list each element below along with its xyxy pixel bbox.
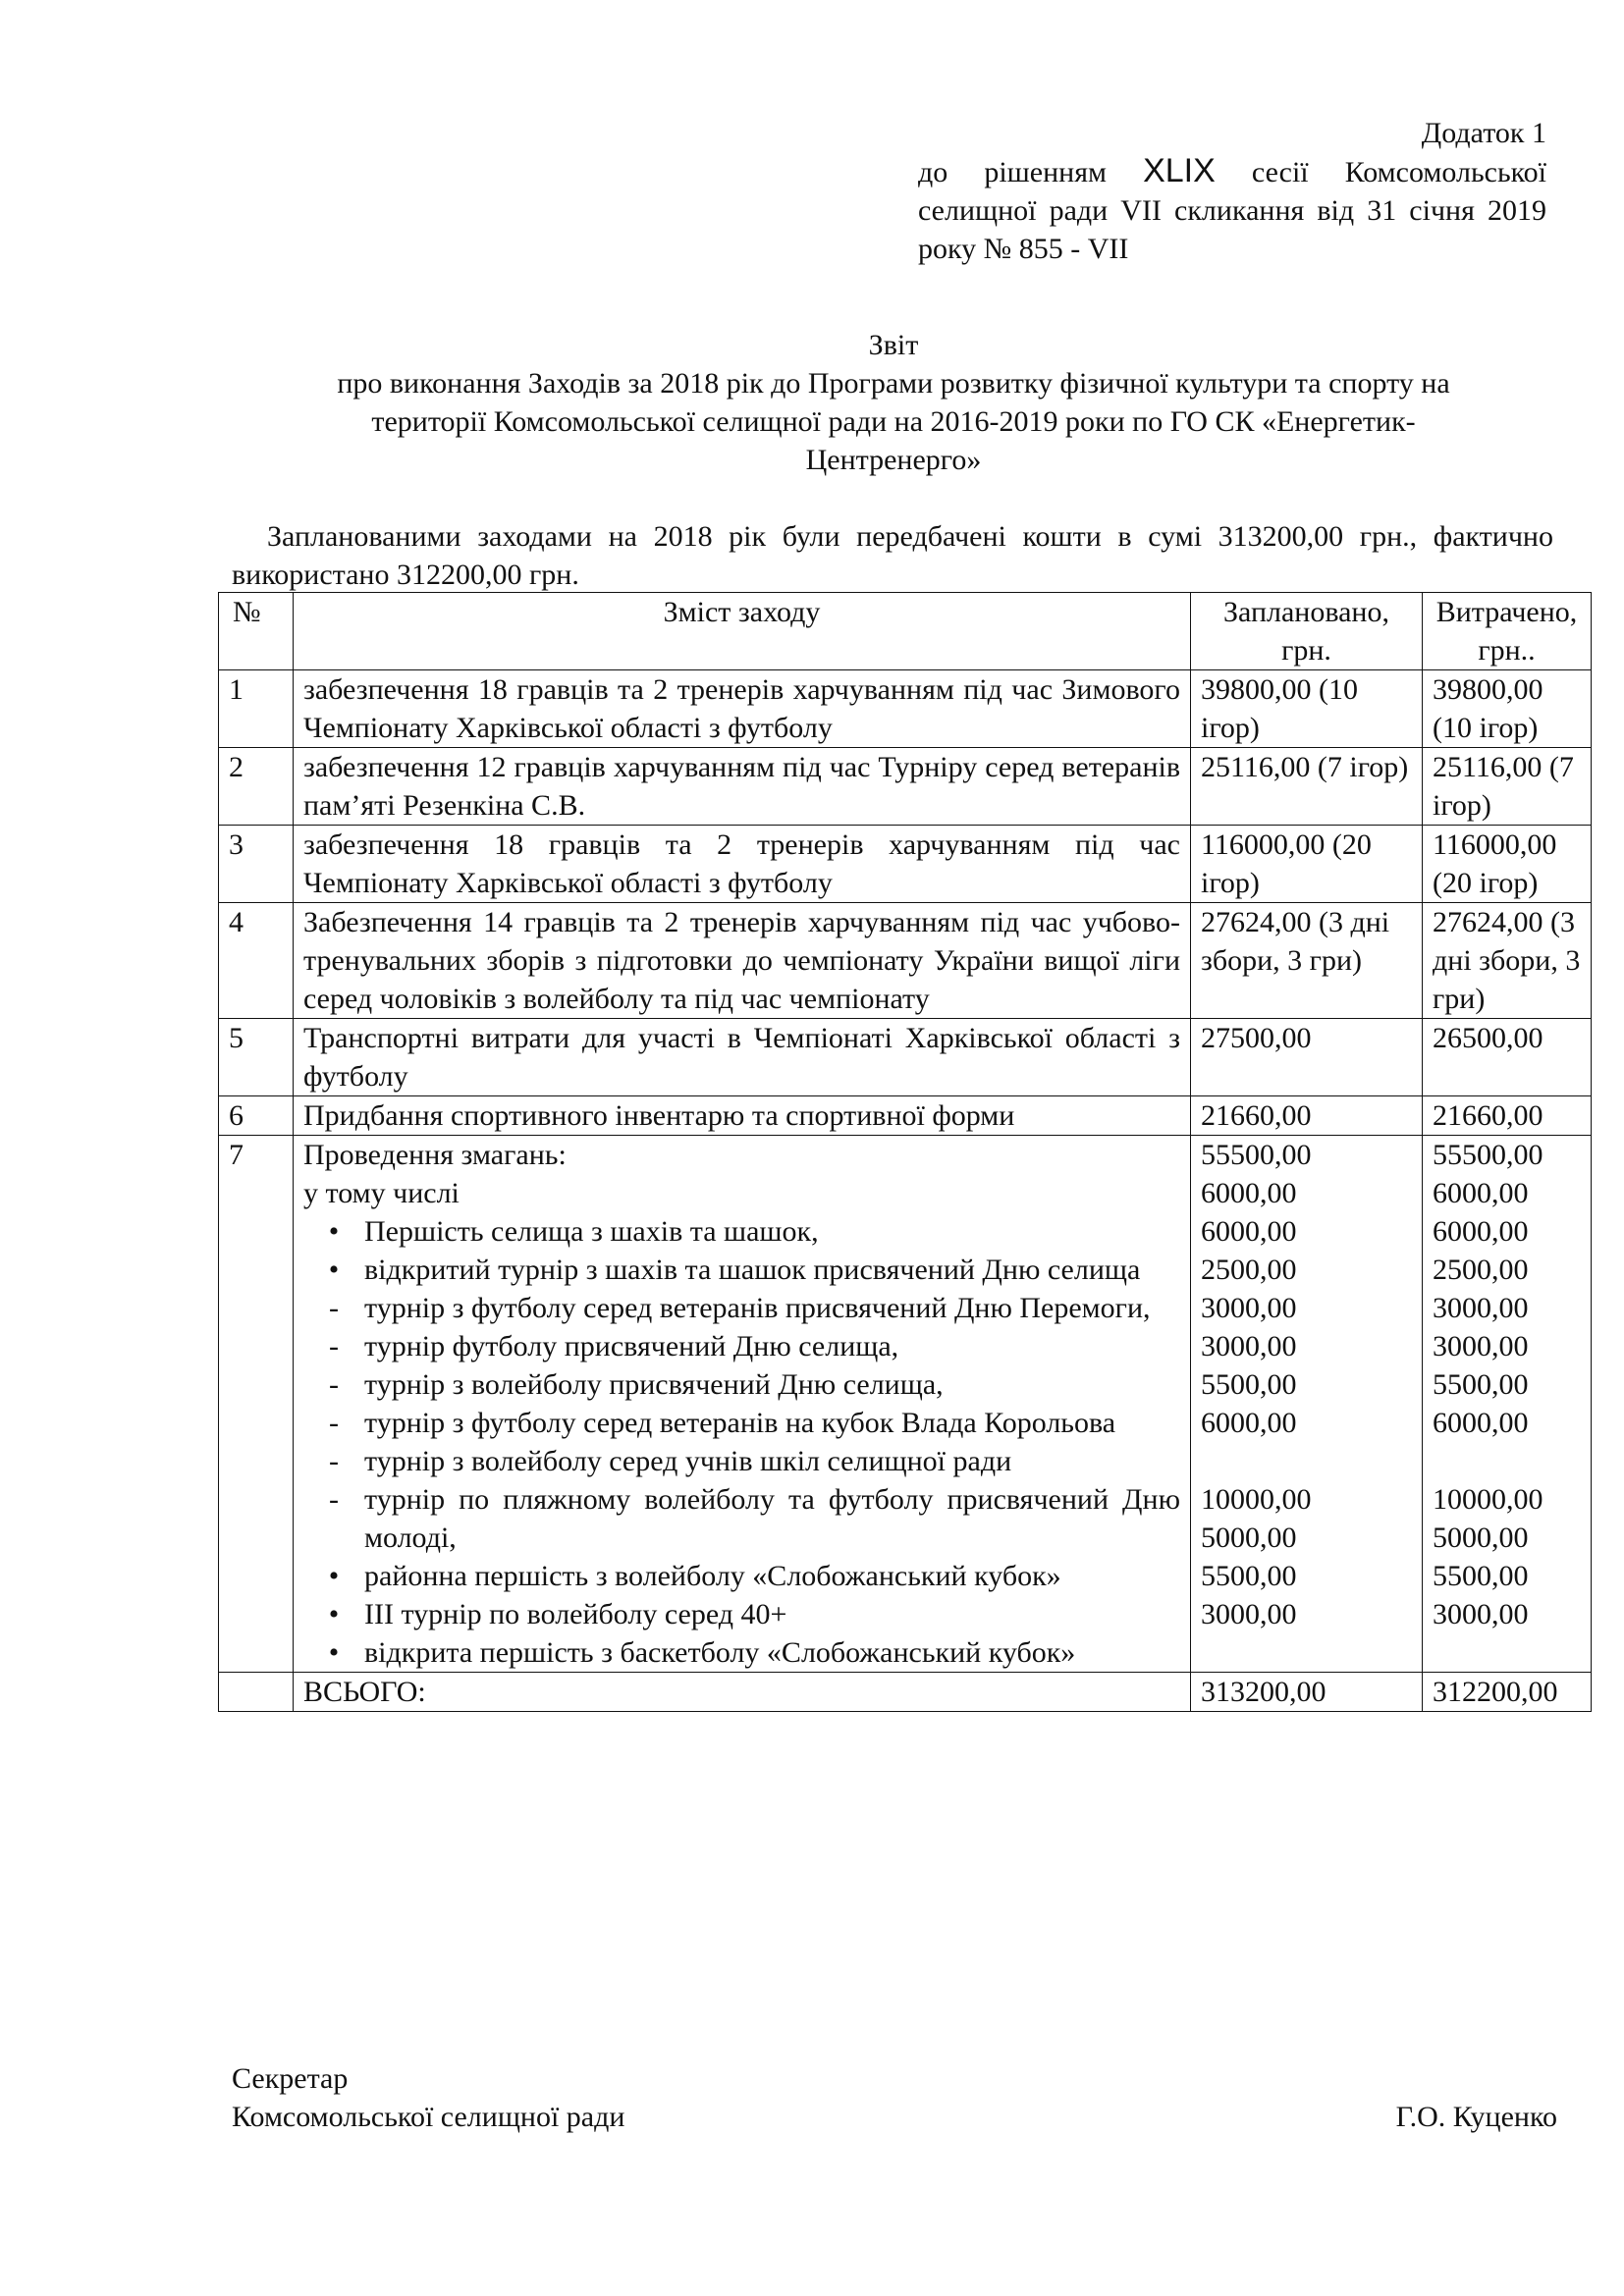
dash-icon: - [329, 1368, 339, 1401]
competition-item-spent: 5500,00 [1433, 1368, 1529, 1401]
row-number: 7 [219, 1136, 294, 1673]
total-empty-cell [219, 1673, 294, 1712]
competitions-list [303, 1212, 1180, 1672]
appendix-line-1-pre: до рішенням [918, 156, 1107, 188]
intro-paragraph: Запланованими заходами на 2018 рік були передбачені кошти в сумі 313200,00 грн., фактично використано 312200,00 грн. [232, 520, 1553, 591]
row-number: 6 [219, 1096, 294, 1136]
table-row [219, 1096, 1592, 1136]
row-description: Придбання спортивного інвентарю та спортивної форми [294, 1096, 1191, 1136]
competition-item [303, 1595, 1180, 1633]
report-subtitle-line-3: Центренерго» [805, 444, 982, 476]
competition-item-text: відкритий турнір з шахів та шашок присвячений Дню селища [364, 1254, 1141, 1286]
report-subtitle-line-2: території Комсомольської селищної ради на 2016-2019 роки по ГО СК «Енергетик- [371, 405, 1416, 438]
dash-icon: - [329, 1292, 339, 1324]
appendix-line-1-post: сесії Комсомольської [1251, 156, 1547, 188]
competition-item-planned: 2500,00 [1201, 1254, 1297, 1286]
competition-item [303, 1633, 1180, 1672]
signature-position: Секретар [232, 2062, 349, 2095]
competition-item [303, 1212, 1180, 1251]
competitions-spent-total: 55500,00 [1433, 1139, 1543, 1171]
competition-item-planned: 5500,00 [1201, 1560, 1297, 1592]
competition-item-planned: 5000,00 [1201, 1522, 1297, 1554]
competition-item [303, 1251, 1180, 1289]
competitions-spent [1423, 1136, 1592, 1673]
competition-item-planned: 3000,00 [1201, 1330, 1297, 1362]
row-spent: 27624,00 (3 дні збори, 3 гри) [1423, 903, 1592, 1019]
competition-item [303, 1404, 1180, 1442]
row-number: 4 [219, 903, 294, 1019]
total-label: ВСЬОГО: [294, 1673, 1191, 1712]
competition-item-spent: 6000,00 [1433, 1407, 1529, 1439]
row-planned: 27500,00 [1191, 1019, 1423, 1096]
report-subtitle-line-1: про виконання Заходів за 2018 рік до Програми розвитку фізичної культури та спорту на [337, 367, 1450, 400]
row-number: 3 [219, 826, 294, 903]
competition-item-text: турнір з футболу серед ветеранів на кубок Влада Корольова [364, 1407, 1116, 1439]
competition-item-spent: 6000,00 [1433, 1177, 1529, 1209]
competition-item-text: турнір з волейболу серед учнів шкіл селищної ради [364, 1445, 1012, 1477]
signature-name: Г.О. Куценко [1395, 2101, 1557, 2133]
competition-item-text: районна першість з волейболу «Слобожанський кубок» [364, 1560, 1061, 1592]
bullet-icon: • [328, 1215, 340, 1248]
row-description: Транспортні витрати для участі в Чемпіонаті Харківської області з футболу [294, 1019, 1191, 1096]
header-spent: Витрачено, грн.. [1423, 593, 1592, 670]
competition-item-spent: 5500,00 [1433, 1560, 1529, 1592]
row-description: забезпечення 18 гравців та 2 тренерів харчуванням під час Чемпіонату Харківської області з футболу [294, 826, 1191, 903]
competition-item-spent: 2500,00 [1433, 1254, 1529, 1286]
table-row [219, 670, 1592, 748]
competition-item-spent: 3000,00 [1433, 1330, 1529, 1362]
report-title: Звіт [868, 329, 919, 361]
total-planned: 313200,00 [1191, 1673, 1423, 1712]
session-number: XLIX [1143, 152, 1216, 189]
appendix-line-1 [918, 152, 1546, 191]
bullet-icon: • [328, 1598, 340, 1630]
row-planned: 27624,00 (3 дні збори, 3 гри) [1191, 903, 1423, 1019]
competitions-description [294, 1136, 1191, 1673]
competition-item-spent: 3000,00 [1433, 1292, 1529, 1324]
competition-item [303, 1442, 1180, 1480]
report-table [218, 592, 1592, 1712]
row-planned: 39800,00 (10 ігор) [1191, 670, 1423, 748]
competition-item-text: турнір футболу присвячений Дню селища, [364, 1330, 899, 1362]
appendix-title: Додаток 1 [1421, 117, 1546, 149]
competitions-planned-list [1201, 1174, 1412, 1633]
signature-block [232, 2059, 1557, 2136]
row-description: забезпечення 12 гравців харчуванням під час Турніру серед ветеранів пам’яті Резенкіна С.В. [294, 748, 1191, 826]
row-description: Забезпечення 14 гравців та 2 тренерів харчуванням під час учбово-тренувальних зборів з підготовки до чемпіонату України вищої ліги серед чоловіків з волейболу та під час чемпіонату [294, 903, 1191, 1019]
bullet-icon: • [328, 1636, 340, 1669]
row-number: 2 [219, 748, 294, 826]
competitions-planned-total: 55500,00 [1201, 1139, 1312, 1171]
appendix-line-3: року № 855 - VII [918, 233, 1129, 265]
header-num: № [219, 593, 294, 670]
signature-row [232, 2098, 1557, 2136]
dash-icon: - [329, 1445, 339, 1477]
competition-item [303, 1557, 1180, 1595]
competition-item-spent: 5000,00 [1433, 1522, 1529, 1554]
row-number: 1 [219, 670, 294, 748]
row-spent: 26500,00 [1423, 1019, 1592, 1096]
signature-organization: Комсомольської селищної ради [232, 2101, 625, 2133]
competition-item-text: турнір з футболу серед ветеранів присвячений Дню Перемоги, [364, 1292, 1151, 1324]
table-header-row [219, 593, 1592, 670]
table-row [219, 903, 1592, 1019]
competition-item-text: відкрита першість з баскетболу «Слобожанський кубок» [364, 1636, 1076, 1669]
table-row-competitions [219, 1136, 1592, 1673]
table-row [219, 1019, 1592, 1096]
competitions-spent-list [1433, 1174, 1581, 1633]
competitions-planned [1191, 1136, 1423, 1673]
competition-item-planned: 6000,00 [1201, 1177, 1297, 1209]
row-spent: 21660,00 [1423, 1096, 1592, 1136]
bullet-icon: • [328, 1254, 340, 1286]
report-heading [236, 326, 1551, 479]
table-total-row [219, 1673, 1592, 1712]
row-number: 5 [219, 1019, 294, 1096]
total-spent: 312200,00 [1423, 1673, 1592, 1712]
competition-item-planned: 6000,00 [1201, 1215, 1297, 1248]
competition-item-text: турнір з волейболу присвячений Дню селища, [364, 1368, 944, 1401]
competitions-title: Проведення змагань: [303, 1139, 567, 1171]
competition-item-text: Першість селища з шахів та шашок, [364, 1215, 819, 1248]
competitions-subtitle: у тому числі [303, 1177, 460, 1209]
competition-item [303, 1480, 1180, 1557]
competition-item-spent: 3000,00 [1433, 1598, 1529, 1630]
competition-item-planned: 3000,00 [1201, 1292, 1297, 1324]
row-spent: 39800,00 (10 ігор) [1423, 670, 1592, 748]
row-description: забезпечення 18 гравців та 2 тренерів харчуванням під час Зимового Чемпіонату Харківської області з футболу [294, 670, 1191, 748]
table-row [219, 748, 1592, 826]
competition-item-text: ІІІ турнір по волейболу серед 40+ [364, 1598, 787, 1630]
competition-item-planned: 5500,00 [1201, 1368, 1297, 1401]
competition-item-planned: 6000,00 [1201, 1407, 1297, 1439]
competition-item [303, 1289, 1180, 1327]
competition-item [303, 1327, 1180, 1365]
header-content: Зміст заходу [294, 593, 1191, 670]
table-row [219, 826, 1592, 903]
competition-item-text: турнір по пляжному волейболу та футболу присвячений Дню молоді, [364, 1483, 1180, 1554]
competition-item-spent: 10000,00 [1433, 1483, 1543, 1516]
row-planned: 21660,00 [1191, 1096, 1423, 1136]
dash-icon: - [329, 1407, 339, 1439]
competition-item [303, 1365, 1180, 1404]
appendix-block [918, 114, 1546, 268]
appendix-line-2: селищної ради VII скликання від 31 січня 2019 [918, 194, 1546, 227]
header-planned: Заплановано, грн. [1191, 593, 1423, 670]
competition-item-planned: 3000,00 [1201, 1598, 1297, 1630]
row-spent: 25116,00 (7 ігор) [1423, 748, 1592, 826]
competition-item-spent: 6000,00 [1433, 1215, 1529, 1248]
bullet-icon: • [328, 1560, 340, 1592]
dash-icon: - [329, 1330, 339, 1362]
row-spent: 116000,00 (20 ігор) [1423, 826, 1592, 903]
dash-icon: - [329, 1483, 339, 1516]
row-planned: 25116,00 (7 ігор) [1191, 748, 1423, 826]
row-planned: 116000,00 (20 ігор) [1191, 826, 1423, 903]
competition-item-planned: 10000,00 [1201, 1483, 1312, 1516]
